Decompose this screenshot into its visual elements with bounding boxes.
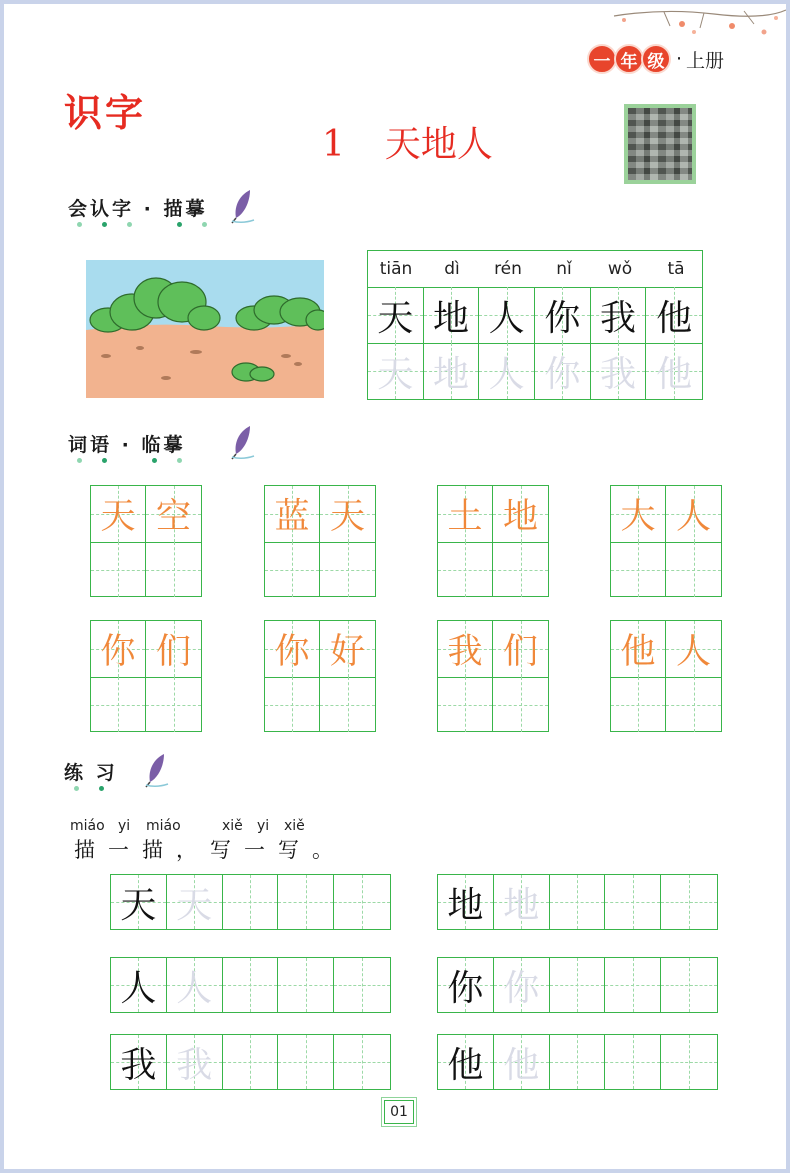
quill-icon xyxy=(230,188,256,224)
char-cell: 我 xyxy=(591,287,647,343)
word-box-women[interactable]: 我 们 xyxy=(437,620,549,732)
instruction-text: 描一描，写一写。 xyxy=(74,838,346,862)
char-cell: 天 xyxy=(368,287,424,343)
trace-cell[interactable]: 你 xyxy=(535,343,591,399)
word-box-daren[interactable]: 大 人 xyxy=(610,485,722,597)
grade-char-3: 级 xyxy=(641,44,671,74)
trace-cell[interactable]: 天 xyxy=(368,343,424,399)
char-cell: 你 xyxy=(535,287,591,343)
lesson-title xyxy=(322,116,493,167)
grade-badge xyxy=(587,44,724,74)
pinyin-ren: rén xyxy=(494,259,522,279)
pinyin-row xyxy=(368,251,702,288)
practice-strip-ta[interactable]: 他 他 xyxy=(437,1034,718,1090)
char-cell: 人 xyxy=(479,287,535,343)
practice-strip-di[interactable]: 地 地 xyxy=(437,874,718,930)
trace-cell[interactable]: 我 xyxy=(591,343,647,399)
pinyin-wo: wǒ xyxy=(607,259,633,279)
instr-pinyin-miao2: miáo xyxy=(146,818,181,834)
trace-char-row xyxy=(368,343,702,399)
quill-icon xyxy=(230,424,256,460)
character-table xyxy=(367,250,703,400)
instr-pinyin-miao1: miáo xyxy=(70,818,105,834)
section2-heading: 词语 · 临摹 xyxy=(68,434,186,456)
pinyin-tian: tiān xyxy=(379,259,413,279)
char-cell: 地 xyxy=(424,287,480,343)
volume-label: 上册 xyxy=(686,49,725,72)
pinyin-ni: nǐ xyxy=(556,259,572,279)
trace-cell[interactable]: 人 xyxy=(479,343,535,399)
instr-pinyin-xie1: xiě xyxy=(222,818,243,834)
instr-pinyin-yi1: yi xyxy=(118,818,131,834)
heading-dots xyxy=(77,222,227,227)
branch-decoration xyxy=(604,4,786,44)
heading-dots xyxy=(77,458,202,463)
lesson-name: 天地人 xyxy=(384,124,493,165)
trace-cell[interactable]: 他 xyxy=(646,343,702,399)
practice-strip-tian[interactable]: 天 天 xyxy=(110,874,391,930)
word-box-nihao[interactable]: 你 好 xyxy=(264,620,376,732)
quill-icon xyxy=(144,752,170,788)
word-box-taren[interactable]: 他 人 xyxy=(610,620,722,732)
practice-strip-ren[interactable]: 人 人 xyxy=(110,957,391,1013)
word-box-tudi[interactable]: 土 地 xyxy=(437,485,549,597)
lesson-number: 1 xyxy=(322,124,345,165)
qr-code-icon[interactable] xyxy=(624,104,696,184)
pinyin-di: dì xyxy=(444,259,460,279)
grade-char-2: 年 xyxy=(614,44,644,74)
practice-strip-ni[interactable]: 你 你 xyxy=(437,957,718,1013)
char-cell: 他 xyxy=(646,287,702,343)
word-box-tiankong[interactable]: 天 空 xyxy=(90,485,202,597)
heading-dots xyxy=(74,786,124,791)
pinyin-ta: tā xyxy=(667,259,685,279)
section-title: 识字 xyxy=(64,90,147,135)
section1-heading: 会认字 · 描摹 xyxy=(68,198,208,220)
instr-pinyin-xie2: xiě xyxy=(284,818,305,834)
grade-separator: · xyxy=(676,48,683,70)
word-box-nimen[interactable]: 你 们 xyxy=(90,620,202,732)
workbook-page xyxy=(4,4,786,1169)
trace-cell[interactable]: 地 xyxy=(424,343,480,399)
instr-pinyin-yi2: yi xyxy=(257,818,270,834)
landscape-illustration xyxy=(86,260,324,398)
section3-heading: 练 习 xyxy=(64,762,118,784)
page-number: 01 xyxy=(384,1100,414,1124)
model-char-row xyxy=(368,287,702,344)
word-box-lantian[interactable]: 蓝 天 xyxy=(264,485,376,597)
grade-char-1: 一 xyxy=(587,44,617,74)
practice-strip-wo[interactable]: 我 我 xyxy=(110,1034,391,1090)
